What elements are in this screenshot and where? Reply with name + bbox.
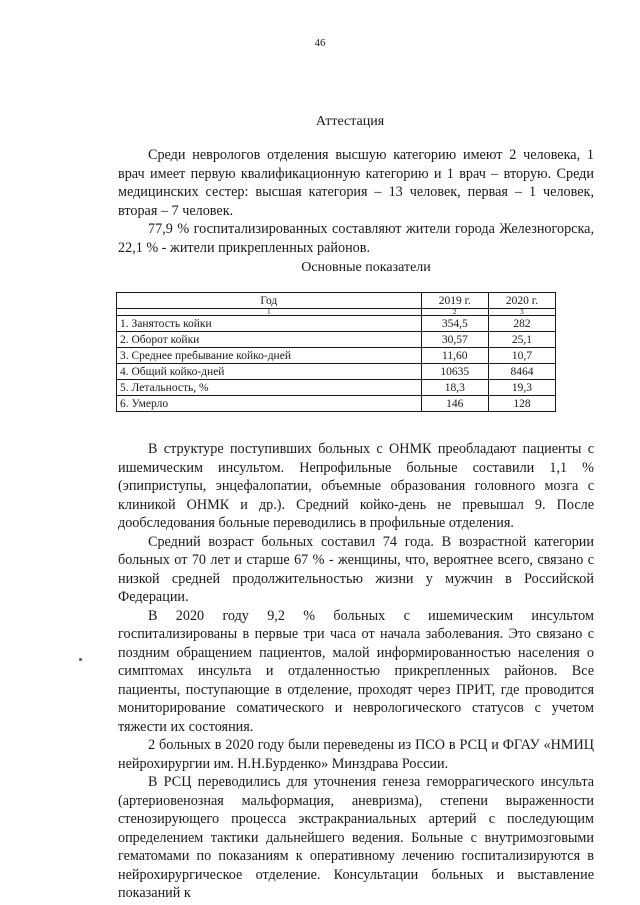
row-value-2020: 8464 (488, 364, 555, 380)
row-label: 2. Оборот койки (117, 332, 422, 348)
paragraph-rsc: В РСЦ переводились для уточнения генеза геморрагического инсульта (артериовенозная мальформация, аневризма), степени выраженности стенозирующего процесса экстракраниальных артерий с последующим определением тактики дальнейшего ведения. Больные с внутримозговыми гематомами по показаниям к оперативному лечению госпитализируются в нейрохирургическое отделение. Консультации больных и выставление показаний к (118, 774, 594, 901)
paragraph-structure: В структуре поступивших больных с ОНМК преобладают пациенты с ишемическим инсультом. Непрофильные больные составили 1,1 % (эпиприступы, энцефалопатии, объемные образования головного мозга с клиникой ОНМК и др.). Средний койко-день не превышал 9. После дообследования больные переводились в профильные отделения. (118, 441, 594, 531)
paragraph-transfers: 2 больных в 2020 году были переведены из ПСО в РСЦ и ФГАУ «НМИЦ нейрохирургии им. Н.Н.Бурденко» Минздрава России. (118, 737, 594, 772)
row-value-2020: 10,7 (488, 348, 555, 364)
row-label: 5. Летальность, % (117, 380, 422, 396)
row-label: 6. Умерло (117, 396, 422, 412)
text-block-bottom (118, 440, 594, 903)
row-label: 4. Общий койко-дней (117, 364, 422, 380)
table-title: Основные показатели (301, 260, 431, 275)
row-label: 3. Среднее пребывание койко-дней (117, 348, 422, 364)
row-value-2019: 146 (421, 396, 488, 412)
column-number-row (117, 309, 556, 316)
header-year: Год (117, 293, 422, 309)
paragraph-residents: 77,9 % госпитализированных составляют жители города Железногорска, 22,1 % - жители прикрепленных районов. (118, 221, 594, 256)
row-value-2020: 282 (488, 316, 555, 332)
row-value-2019: 18,3 (421, 380, 488, 396)
paragraph-hospitalization: В 2020 году 9,2 % больных с ишемическим инсультом госпитализированы в первые три часа от начала заболевания. Это связано с поздним обращением пациентов, малой информированностью населения о симптомах инсульта и отдаленностью прикрепленных районов. Все пациенты, поступающие в отделение, проходят через ПРИТ, где проводится мониторирование соматического и неврологического статусов с учетом тяжести их состояния. (118, 607, 594, 735)
header-2019: 2019 г. (421, 293, 488, 309)
table-row (117, 348, 556, 364)
page-number: 46 (314, 37, 326, 49)
row-value-2020: 128 (488, 396, 555, 412)
table-row (117, 364, 556, 380)
indicators-table (116, 292, 556, 412)
text-block-top (118, 146, 594, 257)
paragraph-age: Средний возраст больных составил 74 года. В возрастной категории больных от 70 лет и старше 67 % - женщины, что, вероятнее всего, связано с низкой средней продолжительностью жизни у мужчин в Российской Федерации. (118, 533, 594, 605)
row-value-2019: 10635 (421, 364, 488, 380)
scan-speck (79, 658, 82, 661)
column-number: 3 (488, 309, 555, 316)
table-row (117, 316, 556, 332)
row-value-2020: 25,1 (488, 332, 555, 348)
paragraph-staff-categories: Среди неврологов отделения высшую категорию имеют 2 человека, 1 врач имеет первую квалификационную категорию и 1 врач – вторую. Среди медицинских сестер: высшая категория – 13 человек, первая – 1 человек, вторая – 7 человек. (118, 147, 594, 219)
row-label: 1. Занятость койки (117, 316, 422, 332)
column-number: 1 (117, 309, 422, 316)
table-row (117, 396, 556, 412)
header-2020: 2020 г. (488, 293, 555, 309)
table-row (117, 332, 556, 348)
table-row (117, 380, 556, 396)
row-value-2019: 354,5 (421, 316, 488, 332)
row-value-2019: 30,57 (421, 332, 488, 348)
row-value-2019: 11,60 (421, 348, 488, 364)
row-value-2020: 19,3 (488, 380, 555, 396)
column-number: 2 (421, 309, 488, 316)
section-heading: Аттестация (315, 114, 385, 129)
table-header-row (117, 293, 556, 309)
